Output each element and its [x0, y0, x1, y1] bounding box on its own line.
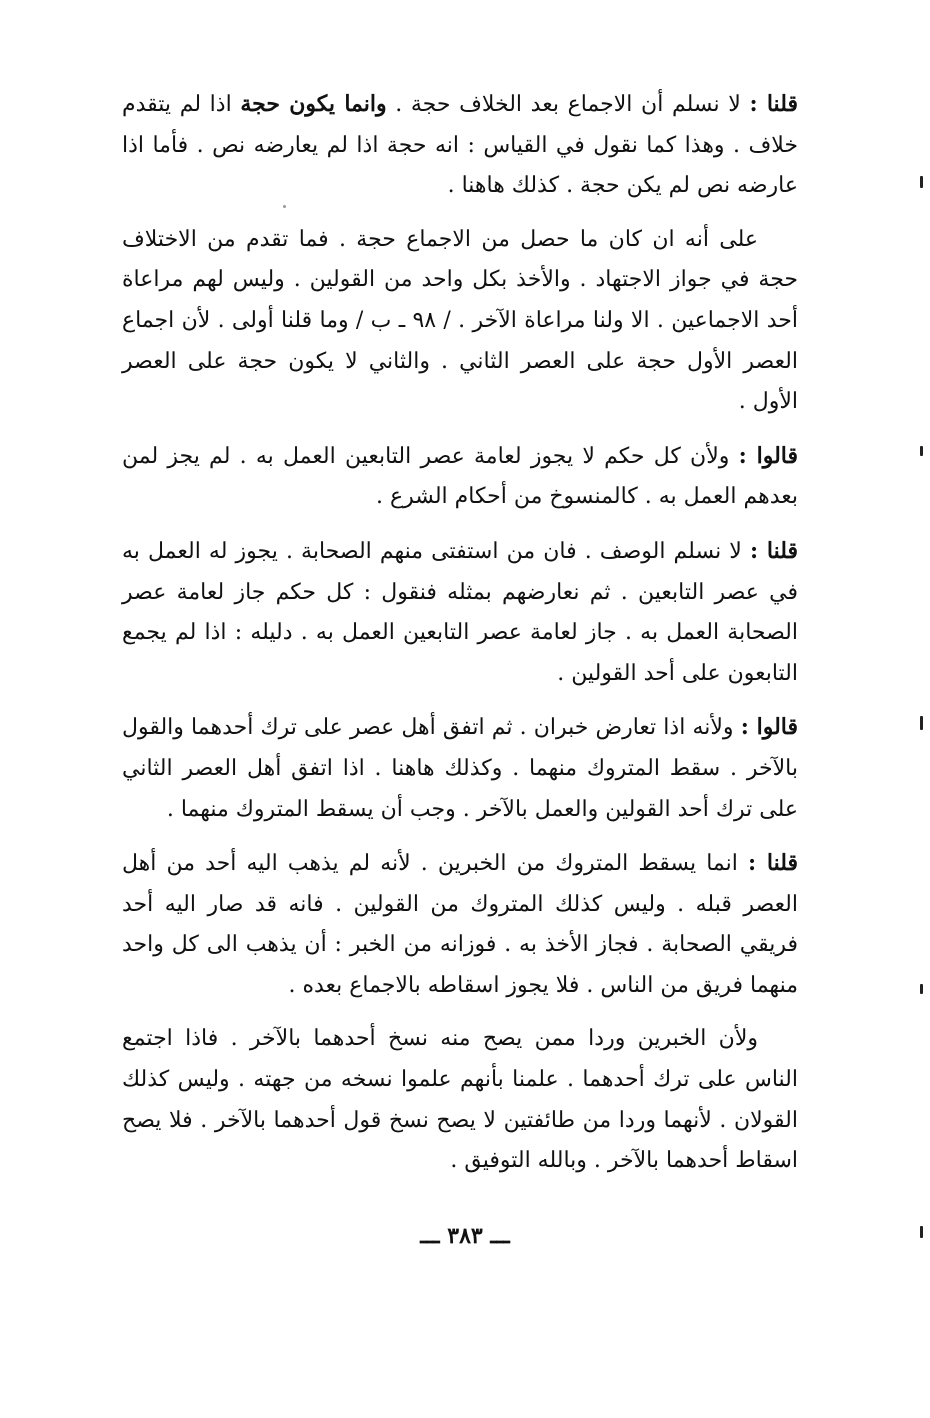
margin-mark [920, 446, 923, 456]
paragraph-text: ولأنه اذا تعارض خبران . ثم اتفق أهل عصر على ترك أحدهما والقول بالآخر . سقط المتروك منهما . وكذلك هاهنا . اذا اتفق أهل العصر الثاني على ترك أحد القولين والعمل بالآخر . وجب أن يسقط المتروك منهما . [122, 715, 798, 822]
paragraph-4 [122, 531, 798, 694]
paragraph-lead: قلنا : [749, 537, 799, 564]
paragraph-2 [122, 220, 798, 423]
paragraph-emphasis: وانما يكون حجة [240, 91, 387, 117]
paragraph-lead: قلنا : [749, 91, 798, 117]
margin-mark [920, 716, 923, 730]
paragraph-text: ولأن كل حكم لا يجوز لعامة عصر التابعين العمل به . لم يجز لمن بعدهم العمل به . كالمنسوخ من أحكام الشرع . [122, 443, 798, 510]
page-number: ـــ ٣٨٣ ـــ [420, 1223, 510, 1249]
scan-speck [283, 205, 286, 208]
paragraph-1 [122, 84, 798, 207]
paragraph-3 [122, 436, 798, 518]
paragraph-5 [122, 707, 798, 830]
paragraph-lead: قلنا : [747, 850, 799, 877]
paragraph-text: لا نسلم أن الاجماع بعد الخلاف حجة . [386, 92, 750, 117]
paragraph-text: انما يسقط المتروك من الخبرين . لأنه لم يذهب اليه أحد من أهل العصر قبله . وليس كذلك المتروك من القولين . فانه قد صار اليه أحد فريقي الصحابة . فجاز الأخذ به . فوزانه من الخبر : أن يذهب الى كل واحد منهما فريق من الناس . فلا يجوز اسقاطه بالاجماع بعده . [122, 851, 798, 998]
body-text [122, 84, 798, 1195]
paragraph-lead: قالوا : [738, 442, 798, 469]
margin-mark [920, 984, 923, 994]
margin-mark [920, 176, 923, 188]
paragraph-6 [122, 843, 798, 1006]
paragraph-lead: قالوا : [740, 714, 799, 741]
paragraph-text: على أنه ان كان ما حصل من الاجماع حجة . فما تقدم من الاختلاف حجة في جواز الاجتهاد . والأخذ بكل واحد من القولين . وليس لهم مراعاة أحد الاجماعين . الا ولنا مراعاة الآخر . / ٩٨ ـ ب / وما قلنا أولى . لأن اجماع العصر الأول حجة على العصر الثاني . والثاني لا يكون حجة على العصر الأول . [122, 226, 798, 415]
paragraph-text: لا نسلم الوصف . فان من استفتى منهم الصحابة . يجوز له العمل به في عصر التابعين . ثم نعارضهم بمثله فنقول : كل حكم جاز لعامة عصر الصحابة العمل به . جاز لعامة عصر التابعين العمل به . دليله : اذا لم يجمع التابعون على أحد القولين . [122, 538, 798, 686]
paragraph-text: اذا لم يتقدم خلاف . وهذا كما نقول في القياس : انه حجة اذا لم يعارضه نص . فأما اذا عارضه نص لم يكن حجة . كذلك هاهنا . [122, 92, 798, 199]
margin-mark [920, 1226, 923, 1238]
paragraph-text: ولأن الخبرين وردا ممن يصح منه نسخ أحدهما بالآخر . فاذا اجتمع الناس على ترك أحدهما . علمنا بأنهم علموا نسخه من جهته . وليس كذلك القولان . لأنهما وردا من طائفتين لا يصح نسخ قول أحدهما بالآخر . فلا يصح اسقاط أحدهما بالآخر . وبالله التوفيق . [122, 1026, 798, 1174]
paragraph-7 [122, 1019, 798, 1181]
